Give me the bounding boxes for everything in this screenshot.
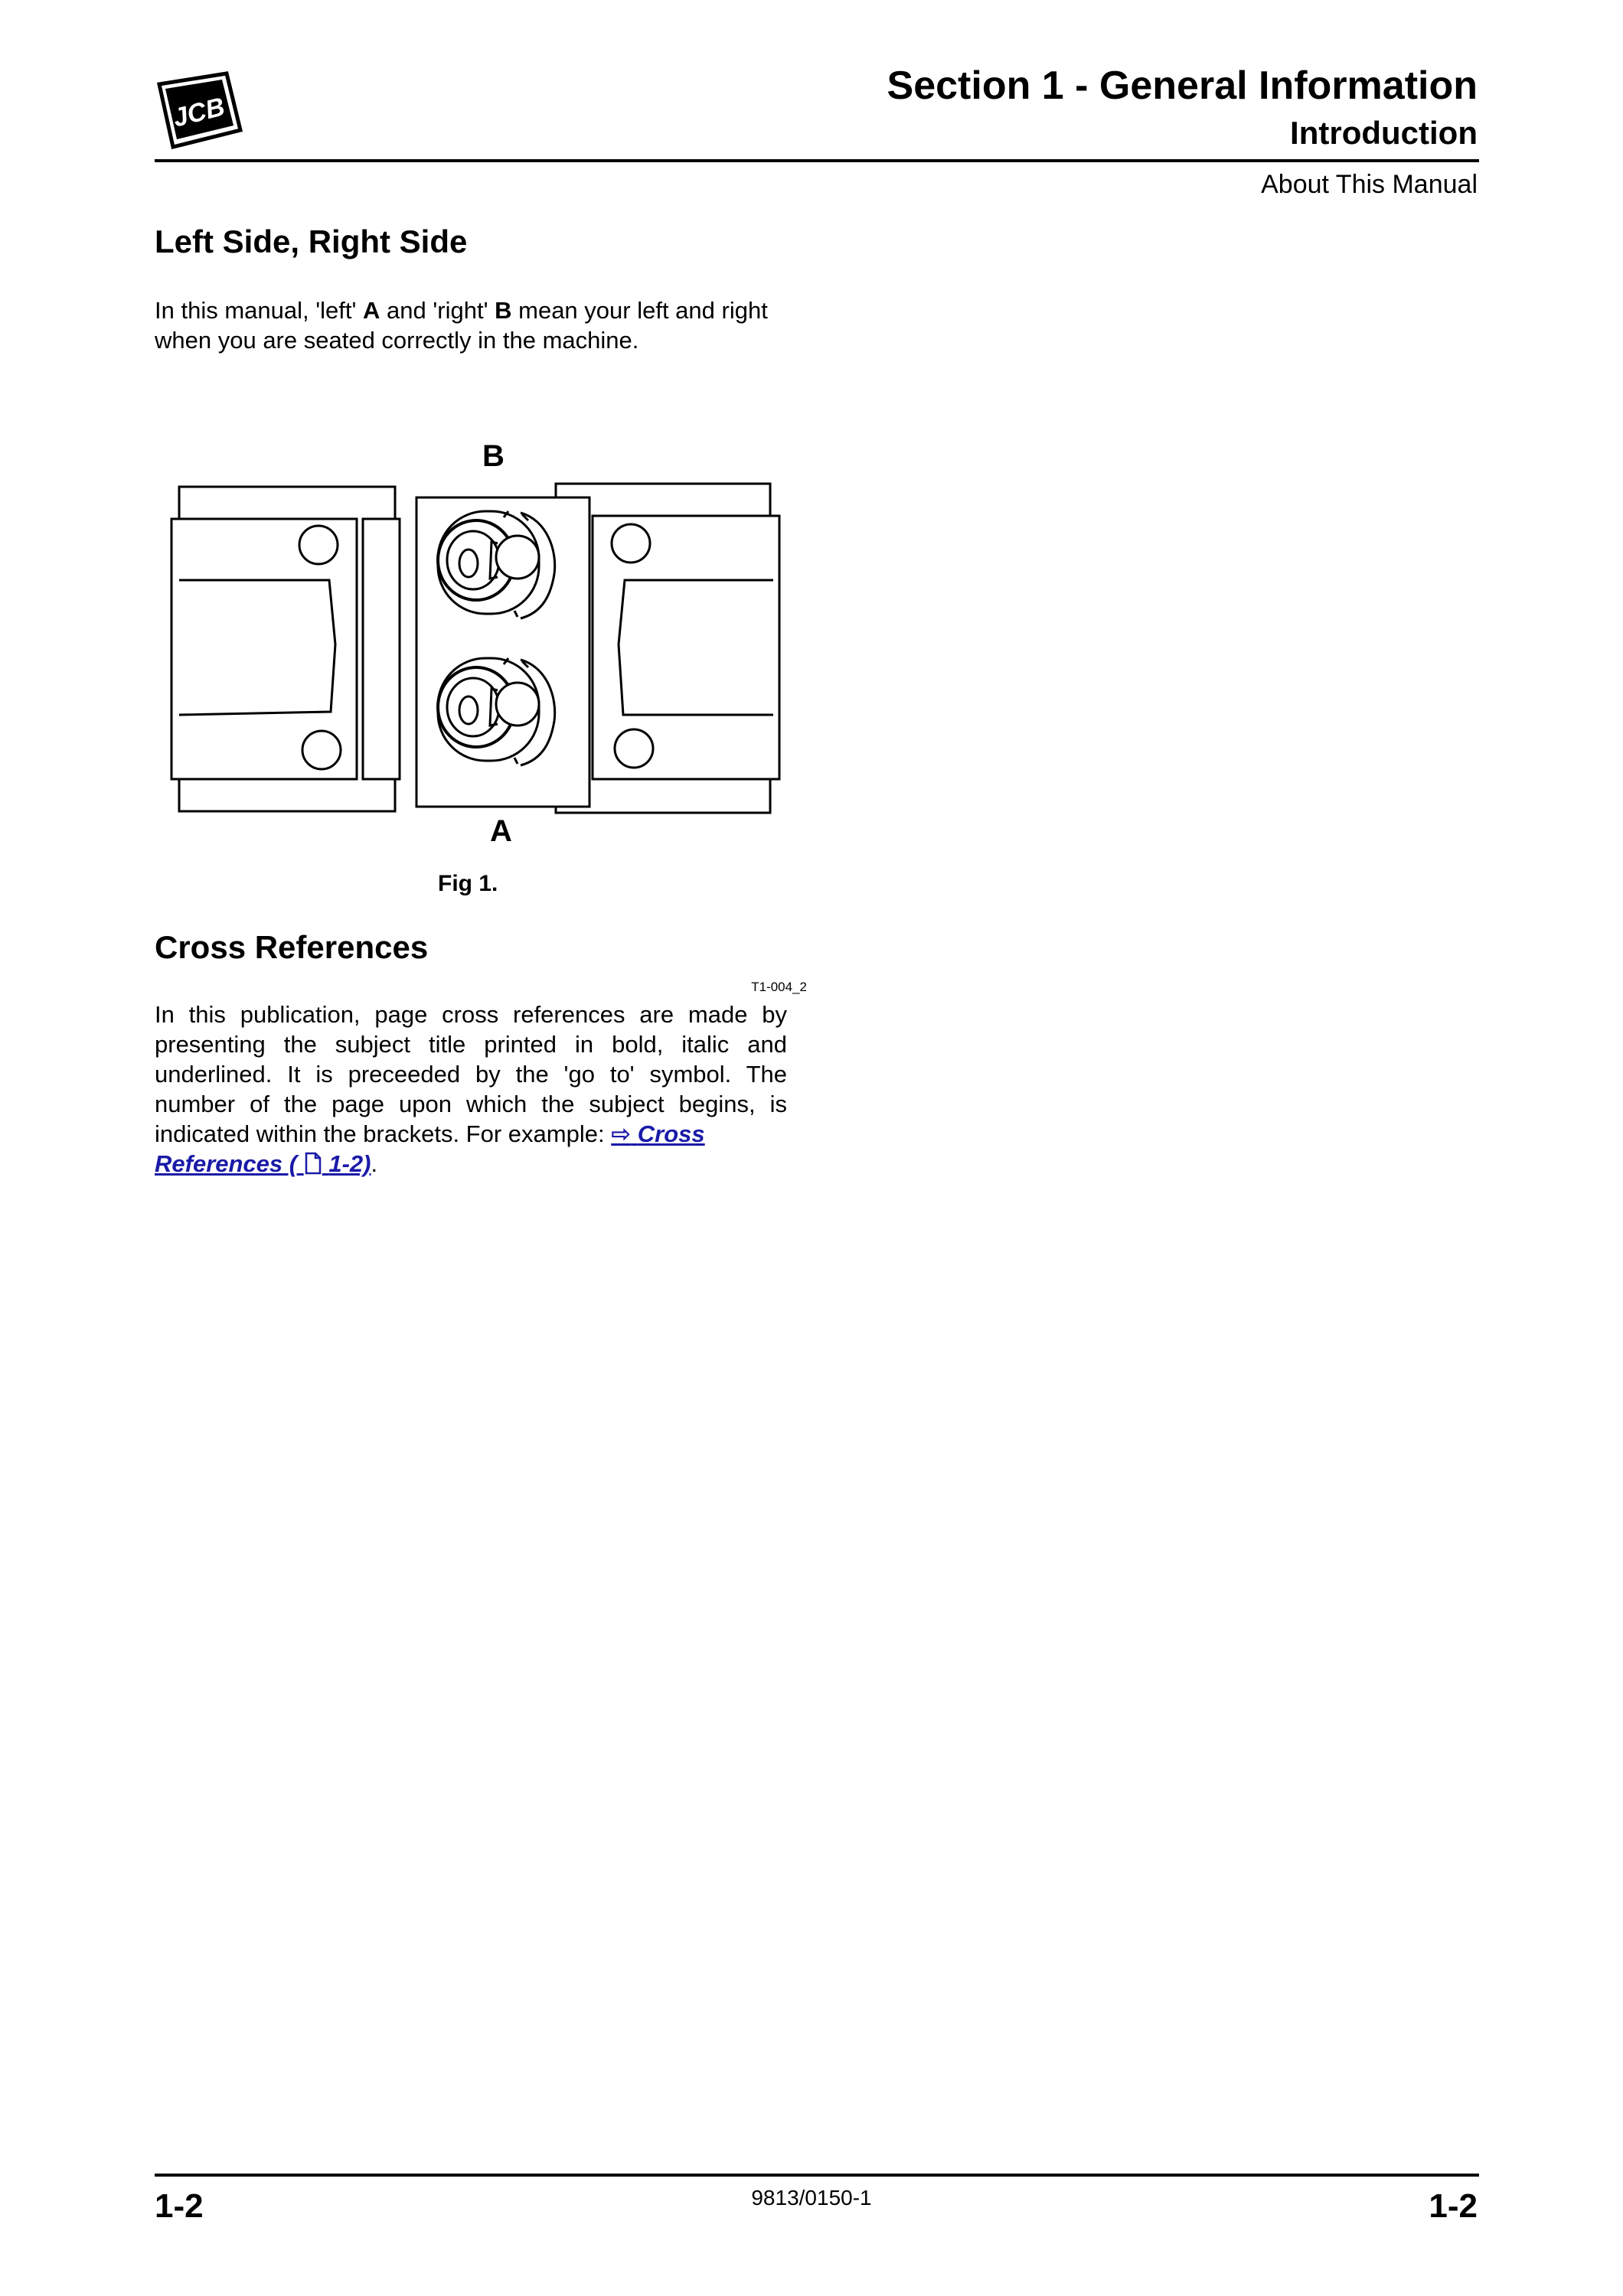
jcb-logo <box>153 70 243 150</box>
header-rule <box>155 159 1479 162</box>
cr-text: In this publication, page cross references are made by presenting the subject title printed in bold, italic and underlined. It is preceeded by the 'go to' symbol. The number of the page upon which the subject begins, is indicated within the brackets. For example: <box>155 1001 787 1147</box>
cr-link-title-1: Cross <box>637 1120 705 1147</box>
page-number-right: 1-2 <box>1429 2187 1478 2225</box>
left-right-heading: Left Side, Right Side <box>155 223 468 259</box>
figure-caption: Fig 1. <box>438 871 498 896</box>
section-title: Section 1 - General Information <box>887 64 1478 108</box>
lr-text-2: and 'right' <box>380 297 495 324</box>
logo-text: JCB <box>170 92 228 133</box>
reference-code: T1-004_2 <box>751 980 807 994</box>
figure-label-b: B <box>482 439 505 473</box>
right-console-knob-top <box>612 524 650 563</box>
lr-label-a: A <box>363 297 380 324</box>
machine-top-view-illustration <box>161 429 796 857</box>
page-number-left: 1-2 <box>155 2187 204 2225</box>
lr-text-3: mean your left and right when you are seated correctly in the machine. <box>155 297 768 354</box>
cr-link-title-2: References ( <box>155 1150 298 1177</box>
left-console-knob-bottom <box>302 731 341 769</box>
cr-link-page: 1-2) <box>328 1150 371 1177</box>
cross-reference-link-cont[interactable] <box>155 1150 371 1177</box>
go-to-arrow-icon: ⇨ <box>611 1120 632 1147</box>
topic-title: About This Manual <box>1261 170 1478 199</box>
page-icon <box>304 1152 322 1182</box>
lr-text-1: In this manual, 'left' <box>155 297 364 324</box>
lr-label-b: B <box>495 297 512 324</box>
cross-reference-link[interactable] <box>611 1120 704 1147</box>
figure-label-a: A <box>490 814 512 848</box>
subsection-title: Introduction <box>1290 115 1478 151</box>
right-console-knob-bottom <box>615 729 653 768</box>
left-right-paragraph <box>155 295 787 355</box>
cross-references-heading: Cross References <box>155 929 429 965</box>
left-door-pillar <box>363 519 400 779</box>
left-console-knob-top <box>299 526 338 564</box>
cross-references-paragraph <box>155 1000 787 1182</box>
footer-rule <box>155 2174 1479 2177</box>
cr-after-link: . <box>371 1150 378 1177</box>
document-number: 9813/0150-1 <box>751 2186 872 2210</box>
